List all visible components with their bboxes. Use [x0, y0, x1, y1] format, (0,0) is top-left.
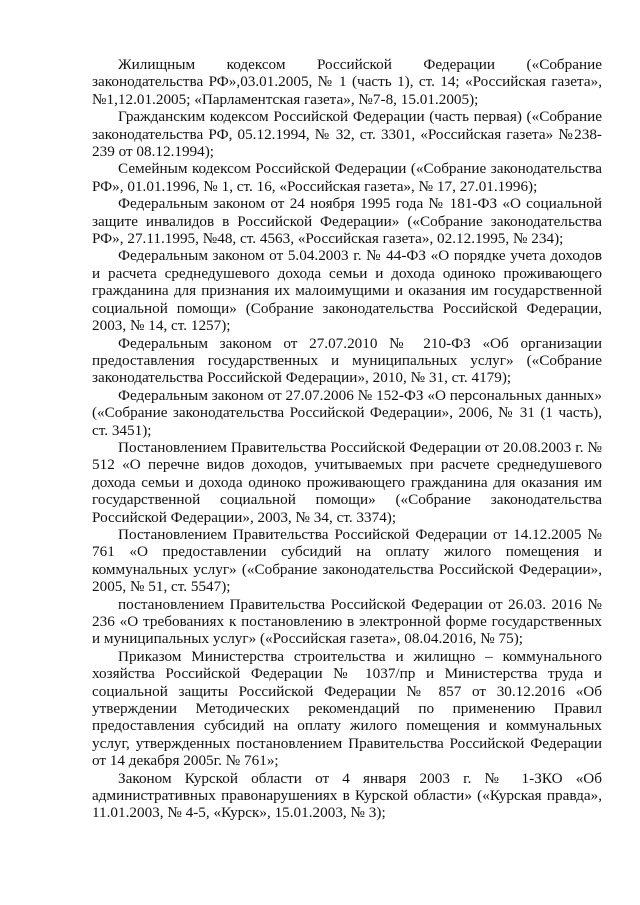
paragraph-order-1037: Приказом Министерства строительства и жилищно – коммунального хозяйства Российской Федерации № 1037/пр и Министерства труда и социальной защиты Российской Федерации № 857 от 30.12.2016 «Об утверждении Методических рекомендаций по применению Правил предоставления субсидий на оплату жилого помещения и коммунальных услуг, утвержденных постановлением Правительства Российской Федерации от 14 декабря 2005г. № 761»; [92, 647, 602, 770]
paragraph-law-210-fz: Федеральным законом от 27.07.2010 № 210-ФЗ «Об организации предоставления государственных и муниципальных услуг» («Собрание законодательства Российской Федерации», 2010, № 31, ст. 4179); [92, 334, 602, 387]
paragraph-resolution-512: Постановлением Правительства Российской Федерации от 20.08.2003 г. № 512 «О перечне видов доходов, учитываемых при расчете среднедушевого дохода семьи и дохода одиноко проживающего гражданина для оказания им государственной социальной помощи» («Собрание законодательства Российской Федерации», 2003, № 34, ст. 3374); [92, 438, 602, 526]
paragraph-civil-code: Гражданским кодексом Российской Федерации (часть первая) («Собрание законодательства РФ, 05.12.1994, № 32, ст. 3301, «Российская газета» №238-239 от 08.12.1994); [92, 108, 602, 161]
paragraph-resolution-761: Постановлением Правительства Российской Федерации от 14.12.2005 № 761 «О предоставлении субсидий на оплату жилого помещения и коммунальных услуг» («Собрание законодательства Российской Федерации», 2005, № 51, ст. 5547); [92, 525, 602, 596]
paragraph-kursk-law: Законом Курской области от 4 января 2003 г. № 1-ЗКО «Об административных правонарушениях в Курской области» («Курская правда», 11.01.2003, № 4-5, «Курск», 15.01.2003, № 3); [92, 769, 602, 822]
paragraph-law-44-fz: Федеральным законом от 5.04.2003 г. № 44-ФЗ «О порядке учета доходов и расчета среднедушевого дохода семьи и дохода одиноко проживающего гражданина для признания их малоимущими и оказания им государственной социальной помощи» (Собрание законодательства Российской Федерации, 2003, № 14, ст. 1257); [92, 247, 602, 335]
paragraph-law-181-fz: Федеральным законом от 24 ноября 1995 года № 181-ФЗ «О социальной защите инвалидов в Российской Федерации» («Собрание законодательства РФ», 27.11.1995, №48, ст. 4563, «Российская газета», 02.12.1995, № 234); [92, 195, 602, 248]
paragraph-housing-code: Жилищным кодексом Российской Федерации («Собрание законодательства РФ»,03.01.2005, № 1 (часть 1), ст. 14; «Российская газета»,№1,12.01.2005; «Парламентская газета», №7-8, 15.01.2005); [92, 56, 602, 108]
paragraph-law-152-fz: Федеральным законом от 27.07.2006 № 152-ФЗ «О персональных данных» («Собрание законодательства Российской Федерации», 2006, № 31 (1 часть), ст. 3451); [92, 386, 602, 439]
paragraph-family-code: Семейным кодексом Российской Федерации («Собрание законодательства РФ», 01.01.1996, № 1, ст. 16, «Российская газета», № 17, 27.01.1996); [92, 160, 602, 195]
paragraph-resolution-236: постановлением Правительства Российской Федерации от 26.03. 2016 № 236 «О требованиях к постановлению в электронной форме государственных и муниципальных услуг» («Российская газета», 08.04.2016, № 75); [92, 595, 602, 648]
